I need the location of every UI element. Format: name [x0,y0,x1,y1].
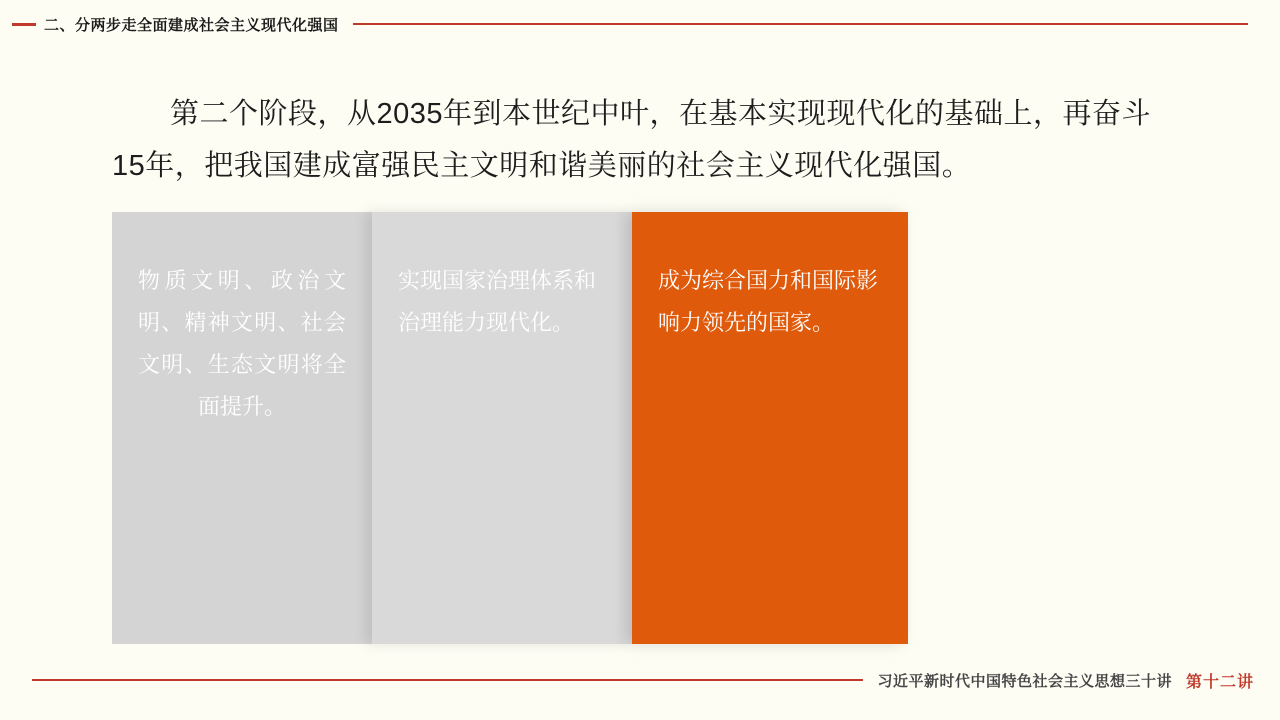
header-accent-bar [12,23,36,26]
lead-paragraph: 第二个阶段，从2035年到本世纪中叶，在基本实现现代化的基础上，再奋斗15年，把我国建成富强民主文明和谐美丽的社会主义现代化强国。 [112,98,1152,182]
footer-lecture-number: 第十二讲 [1185,673,1254,691]
page-title: 二、分两步走全面建成社会主义现代化强国 [44,16,339,34]
footer-series-label: 习近平新时代中国特色社会主义思想三十讲 [877,672,1172,690]
card-text: 成为综合国力和国际影响力领先的国家。 [658,268,879,335]
card-group [112,212,908,644]
header-divider [353,23,1248,25]
slide-header [0,0,1280,48]
slide-footer [0,662,1280,698]
footer-divider [32,679,863,681]
card-material-civilization [112,212,372,644]
card-governance-modernization [372,212,632,644]
card-text: 实现国家治理体系和治理能力现代化。 [398,268,597,335]
card-national-strength [632,212,908,644]
card-text: 物质文明、政治文明、精神文明、社会文明、生态文明将全面提升。 [138,268,346,419]
